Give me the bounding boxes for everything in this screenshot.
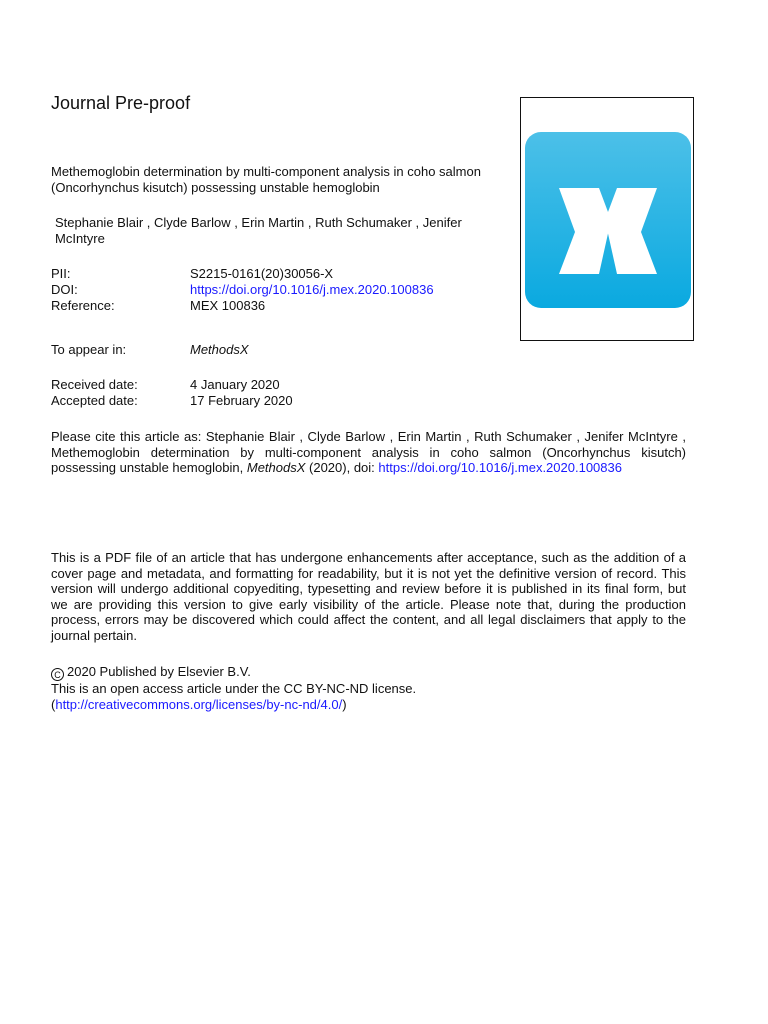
- citation-paragraph: [51, 429, 686, 476]
- journal-cover-thumbnail: [520, 97, 694, 341]
- copyright-icon: C: [51, 668, 64, 681]
- appear-in-journal: MethodsX: [190, 342, 249, 357]
- doi-link[interactable]: https://doi.org/10.1016/j.mex.2020.100836: [190, 282, 434, 297]
- open-paren: (: [51, 696, 56, 712]
- reference-value: MEX 100836: [190, 298, 266, 313]
- close-paren: ): [342, 696, 347, 712]
- accepted-date-row: [51, 393, 691, 409]
- citation-prefix: Please cite this article as: Stephanie Blair , Clyde Barlow , Erin Martin , Ruth Schumaker , Jenifer McIntyre , Methemoglobin determination by multi-component analysis in coho salmon (Oncorhynchus kisutch) possessing unstable hemoglobin,: [51, 429, 686, 476]
- license-statement: This is an open access article under the CC BY-NC-ND license.: [51, 681, 417, 696]
- received-date-row: [51, 377, 691, 393]
- license-url-link[interactable]: http://creativecommons.org/licenses/by-nc-nd/4.0/: [55, 696, 343, 712]
- citation-suffix: (2020), doi:: [305, 460, 379, 476]
- article-title: Methemoglobin determination by multi-component analysis in coho salmon (Oncorhynchus kisutch) possessing unstable hemoglobin: [51, 164, 481, 195]
- citation-doi-link[interactable]: https://doi.org/10.1016/j.mex.2020.100836: [378, 460, 622, 476]
- accepted-date-label: Accepted date:: [51, 393, 138, 408]
- received-date-value: 4 January 2020: [190, 377, 280, 392]
- received-date-label: Received date:: [51, 377, 138, 392]
- reference-label: Reference:: [51, 298, 115, 313]
- citation-journal: MethodsX: [246, 460, 306, 476]
- appear-in-label: To appear in:: [51, 342, 127, 357]
- disclaimer-paragraph: This is a PDF file of an article that has undergone enhancements after acceptance, such as the addition of a cover page and metadata, and formatting for readability, but it is not yet the definitive version of record. This version will undergo additional copyediting, typesetting and review before it is published in its final form, but we are providing this version to give early visibility of the article. Please note that, during the production process, errors may be discovered which could affect the content, and all legal disclaimers that apply to the journal pertain.: [51, 550, 686, 643]
- copyright-line: [51, 664, 416, 681]
- accepted-date-value: 17 February 2020: [190, 393, 293, 408]
- pii-value: S2215-0161(20)30056-X: [190, 266, 334, 281]
- copyright-text: 2020 Published by Elsevier B.V.: [67, 664, 251, 679]
- methodsx-x-logo-icon: [525, 132, 691, 308]
- license-url-line: [51, 697, 416, 713]
- doi-label: DOI:: [51, 282, 78, 297]
- appear-in-row: [51, 342, 691, 358]
- journal-preproof-label: Journal Pre-proof: [51, 93, 191, 113]
- pii-label: PII:: [51, 266, 71, 281]
- license-block: [51, 664, 416, 712]
- author-list: Stephanie Blair , Clyde Barlow , Erin Martin , Ruth Schumaker , Jenifer McIntyre: [55, 215, 462, 246]
